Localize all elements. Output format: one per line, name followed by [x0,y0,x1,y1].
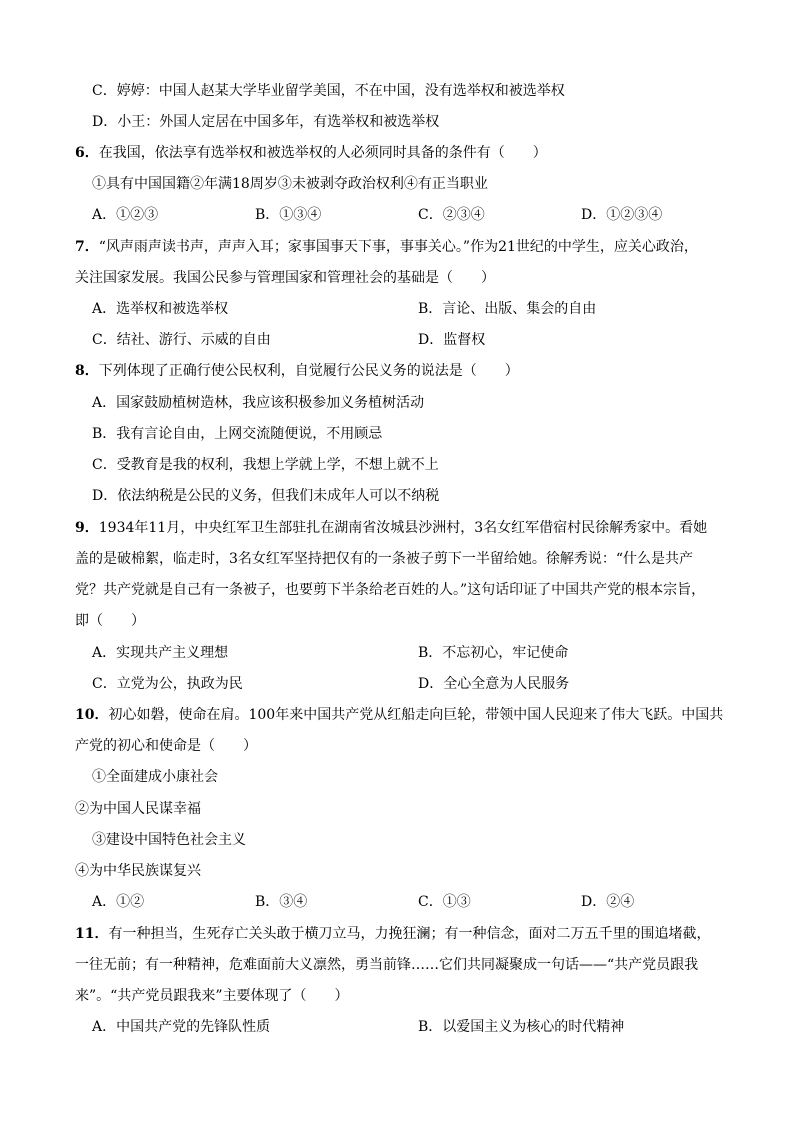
q8-stem-text: 下列体现了正确行使公民权利，自觉履行公民义务的说法是（ ） [98,363,519,379]
q11-option-a: A．中国共产党的先锋队性质 [92,1019,271,1035]
q10-item-4: ④为中华民族谋复兴 [75,863,201,879]
q10-option-c: C．①③ [418,894,471,910]
q5-option-c: C．婷婷：中国人赵某大学毕业留学美国，不在中国，没有选举权和被选举权 [92,83,565,99]
q11-option-b: B．以爱国主义为核心的时代精神 [418,1019,625,1035]
q6-items: ①具有中国国籍②年满18周岁③未被剥夺政治权利④有正当职业 [92,176,488,192]
q7-stem [75,237,698,257]
q9-stem-line4: 即（ ） [75,613,145,629]
q9-number: 9． [75,520,99,536]
q8-option-a: A．国家鼓励植树造林，我应该积极参加义务植树活动 [92,395,425,411]
q10-number: 10． [75,707,109,723]
q10-item-1: ①全面建成小康社会 [92,769,218,785]
q8-option-b: B．我有言论自由，上网交流随便说，不用顾忌 [92,426,383,442]
q8-stem [75,361,519,381]
q7-stem-line2: 关注国家发展。我国公民参与管理国家和管理社会的基础是（ ） [75,270,495,286]
q6-stem [75,143,547,163]
q6-option-c: C．②③④ [418,207,485,223]
q11-stem-line1: 有一种担当，生死存亡关头敢于横刀立马，力挽狂澜；有一种信念，面对二万五千里的围追堵截， [108,926,711,942]
q9-stem-line2: 盖的是破棉絮，临走时，3名女红军坚持把仅有的一条被子剪下一半留给她。徐解秀说：“什么是共产 [75,551,694,567]
q9-option-c: C．立党为公，执政为民 [92,676,243,692]
q8-number: 8． [75,363,99,379]
q10-item-2: ②为中国人民谋幸福 [75,801,201,817]
q10-stem [75,705,723,725]
q7-option-d: D．监督权 [418,332,486,348]
q7-number: 7． [75,239,99,255]
q11-stem [75,924,710,944]
q9-option-d: D．全心全意为人民服务 [418,676,570,692]
q7-stem-line1: “风声雨声读书声，声声入耳；家事国事天下事，事事关心。”作为21世纪的中学生，应关心政治， [98,239,698,255]
q9-stem-line1: 1934年11月，中央红军卫生部驻扎在湖南省汝城县沙洲村，3名女红军借宿村民徐解秀家中。看她 [98,520,708,536]
q7-option-b: B．言论、出版、集会的自由 [418,301,597,317]
q10-option-a: A．①② [92,894,145,910]
q9-stem [75,518,707,538]
q10-stem-line1: 初心如磐，使命在肩。100年来中国共产党从红船走向巨轮，带领中国人民迎来了伟大飞跃。中国共 [108,707,724,723]
q8-option-d: D．依法纳税是公民的义务，但我们未成年人可以不纳税 [92,488,440,504]
q9-option-a: A．实现共产主义理想 [92,645,229,661]
q10-stem-line2: 产党的初心和使命是（ ） [75,738,257,754]
q6-stem-text: 在我国，依法享有选举权和被选举权的人必须同时具备的条件有（ ） [98,145,547,161]
q9-stem-line3: 党？共产党就是自己有一条被子，也要剪下半条给老百姓的人。”这句话印证了中国共产党的根本宗旨， [75,582,706,598]
q11-stem-line2: 一往无前；有一种精神，危难面前大义凛然，勇当前锋……它们共同凝聚成一句话——“共产党员跟我 [75,957,699,973]
q11-number: 11． [75,926,109,942]
q11-stem-line3: 来”。“共产党员跟我来”主要体现了（ ） [75,988,349,1004]
q6-number: 6． [75,145,99,161]
q10-option-d: D．②④ [581,894,635,910]
q10-option-b: B．③④ [255,894,308,910]
q7-option-c: C．结社、游行、示威的自由 [92,332,271,348]
q5-option-d: D．小王：外国人定居在中国多年，有选举权和被选举权 [92,114,440,130]
q6-option-b: B．①③④ [255,207,322,223]
q6-option-d: D．①②③④ [581,207,663,223]
q6-option-a: A．①②③ [92,207,159,223]
q8-option-c: C．受教育是我的权利，我想上学就上学，不想上就不上 [92,457,439,473]
q7-option-a: A．选举权和被选举权 [92,301,229,317]
q9-option-b: B．不忘初心，牢记使命 [418,645,569,661]
q10-item-3: ③建设中国特色社会主义 [92,832,246,848]
